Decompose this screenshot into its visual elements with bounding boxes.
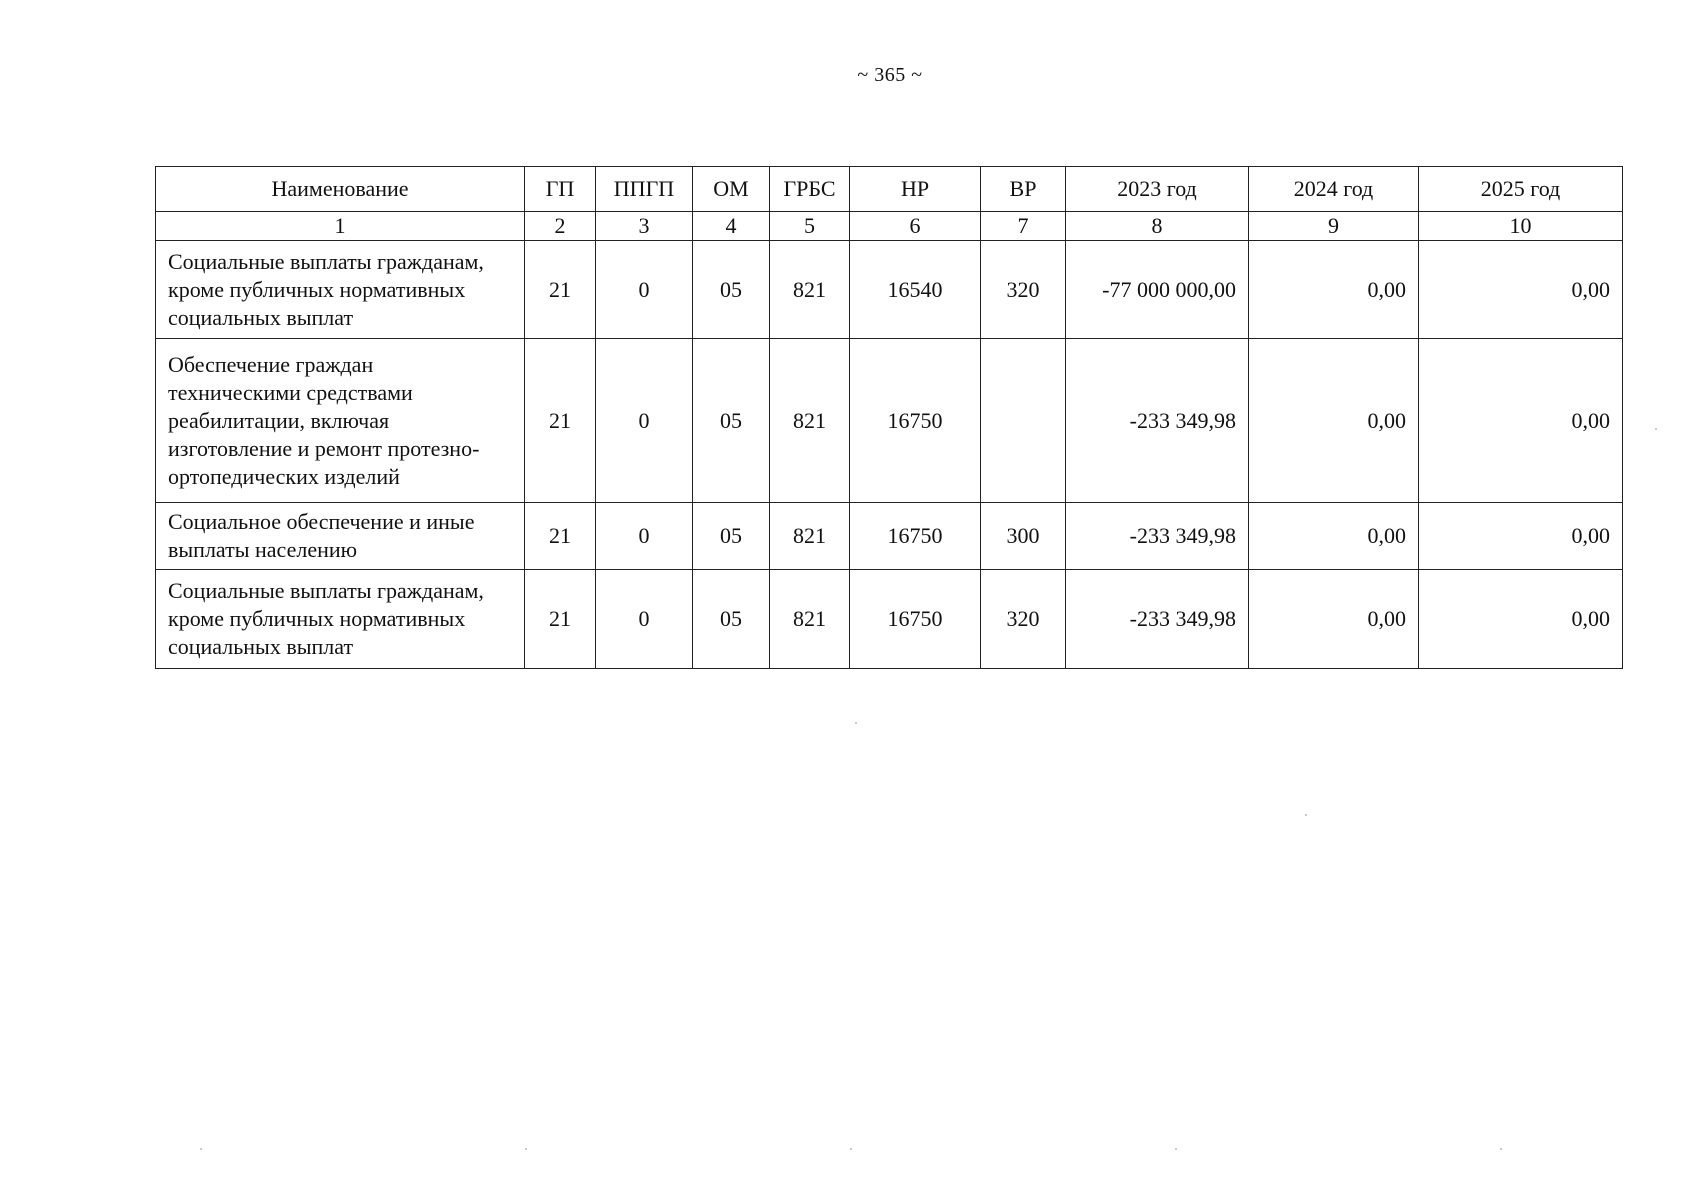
amount-2023-cell: -233 349,98 xyxy=(1066,570,1249,669)
grbs-cell: 821 xyxy=(770,339,850,503)
table-row xyxy=(156,241,1623,339)
amount-2023-cell: -233 349,98 xyxy=(1066,339,1249,503)
om-cell: 05 xyxy=(693,503,770,570)
row-name-line: Социальное обеспечение и иные xyxy=(168,509,475,534)
column-number: 1 xyxy=(156,212,525,241)
amount-2023-cell: -77 000 000,00 xyxy=(1066,241,1249,339)
scan-speck xyxy=(1500,1148,1502,1150)
column-number: 9 xyxy=(1249,212,1419,241)
amount-2024-cell: 0,00 xyxy=(1249,241,1419,339)
row-name-line: Социальные выплаты гражданам, xyxy=(168,578,484,603)
header-cell: Наименование xyxy=(156,167,525,212)
vr-cell: 320 xyxy=(981,570,1066,669)
nr-cell: 16750 xyxy=(850,339,981,503)
header-cell: ГП xyxy=(525,167,596,212)
header-cell: ГРБС xyxy=(770,167,850,212)
vr-cell: 300 xyxy=(981,503,1066,570)
header-cell: 2025 год xyxy=(1419,167,1623,212)
header-cell: ППГП xyxy=(596,167,693,212)
column-number: 5 xyxy=(770,212,850,241)
row-name-line: ортопедических изделий xyxy=(168,463,400,489)
column-number: 2 xyxy=(525,212,596,241)
scan-speck xyxy=(855,722,857,724)
scan-speck xyxy=(525,1148,527,1150)
budget-table xyxy=(155,166,1623,669)
header-cell: НР xyxy=(850,167,981,212)
scan-speck xyxy=(1175,1148,1177,1150)
row-name-line: реабилитации, включая xyxy=(168,407,390,433)
row-name-line: кроме публичных нормативных xyxy=(168,276,466,302)
ppgp-cell: 0 xyxy=(596,503,693,570)
column-number: 4 xyxy=(693,212,770,241)
nr-cell: 16540 xyxy=(850,241,981,339)
amount-2025-cell: 0,00 xyxy=(1419,570,1623,669)
ppgp-cell: 0 xyxy=(596,339,693,503)
amount-2023-cell: -233 349,98 xyxy=(1066,503,1249,570)
table-row xyxy=(156,339,1623,503)
om-cell: 05 xyxy=(693,570,770,669)
amount-2025-cell: 0,00 xyxy=(1419,503,1623,570)
row-name-line: Обеспечение граждан xyxy=(168,351,374,377)
scan-speck xyxy=(1305,814,1307,816)
header-row xyxy=(156,167,1623,212)
amount-2024-cell: 0,00 xyxy=(1249,339,1419,503)
amount-2024-cell: 0,00 xyxy=(1249,503,1419,570)
amount-2025-cell: 0,00 xyxy=(1419,241,1623,339)
column-number: 3 xyxy=(596,212,693,241)
grbs-cell: 821 xyxy=(770,503,850,570)
page-number: ~ 365 ~ xyxy=(857,64,923,86)
row-name-line: Социальные выплаты гражданам, xyxy=(168,248,484,274)
column-number: 10 xyxy=(1419,212,1623,241)
scan-speck xyxy=(200,1148,202,1150)
nr-cell: 16750 xyxy=(850,570,981,669)
column-number-row xyxy=(156,212,1623,241)
ppgp-cell: 0 xyxy=(596,570,693,669)
gp-cell: 21 xyxy=(525,570,596,669)
table-row xyxy=(156,570,1623,669)
column-number: 6 xyxy=(850,212,981,241)
amount-2025-cell: 0,00 xyxy=(1419,339,1623,503)
header-cell: ВР xyxy=(981,167,1066,212)
row-name-cell xyxy=(156,503,525,570)
row-name-line: кроме публичных нормативных xyxy=(168,606,466,631)
vr-cell xyxy=(981,339,1066,503)
gp-cell: 21 xyxy=(525,503,596,570)
scan-speck xyxy=(850,1148,852,1150)
header-cell: 2024 год xyxy=(1249,167,1419,212)
row-name-line: выплаты населению xyxy=(168,537,358,562)
gp-cell: 21 xyxy=(525,339,596,503)
row-name-line: техническими средствами xyxy=(168,379,413,405)
nr-cell: 16750 xyxy=(850,503,981,570)
grbs-cell: 821 xyxy=(770,570,850,669)
row-name-line: изготовление и ремонт протезно- xyxy=(168,435,480,461)
om-cell: 05 xyxy=(693,241,770,339)
gp-cell: 21 xyxy=(525,241,596,339)
row-name-line: социальных выплат xyxy=(168,634,354,659)
scan-speck xyxy=(1655,428,1657,430)
row-name-cell xyxy=(156,241,525,339)
table-row xyxy=(156,503,1623,570)
column-number: 7 xyxy=(981,212,1066,241)
ppgp-cell: 0 xyxy=(596,241,693,339)
row-name-cell xyxy=(156,570,525,669)
row-name-line: социальных выплат xyxy=(168,304,354,330)
vr-cell: 320 xyxy=(981,241,1066,339)
amount-2024-cell: 0,00 xyxy=(1249,570,1419,669)
header-cell: 2023 год xyxy=(1066,167,1249,212)
grbs-cell: 821 xyxy=(770,241,850,339)
om-cell: 05 xyxy=(693,339,770,503)
column-number: 8 xyxy=(1066,212,1249,241)
row-name-cell xyxy=(156,339,525,503)
header-cell: ОМ xyxy=(693,167,770,212)
